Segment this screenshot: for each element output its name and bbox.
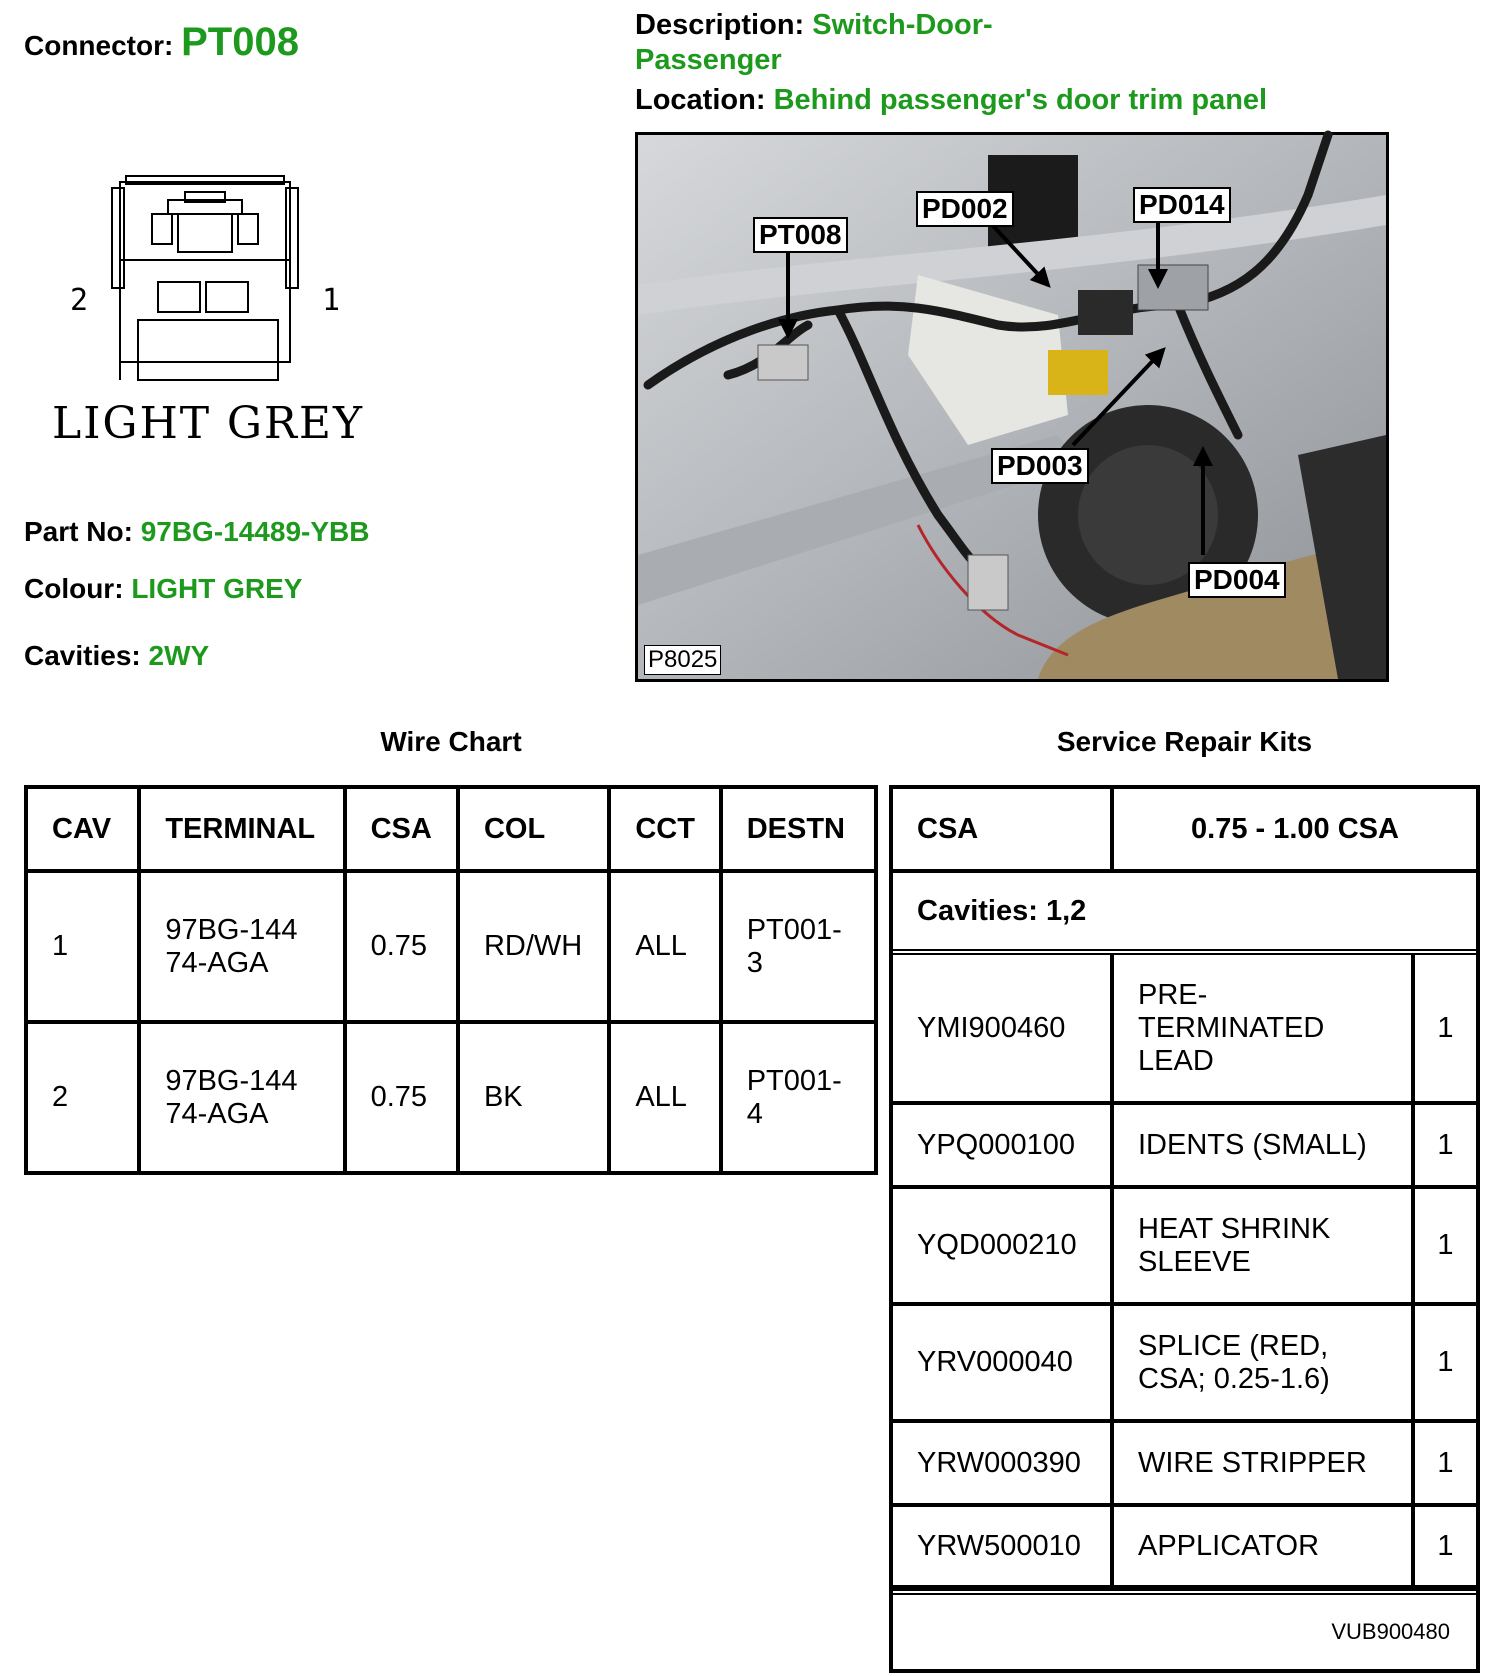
connector-face-drawing — [52, 170, 390, 470]
list-item — [893, 955, 1476, 1105]
kit-code: YPQ000100 — [893, 1105, 1114, 1185]
kit-qty: 1 — [1437, 1229, 1454, 1261]
colour-label: Colour: — [24, 573, 124, 604]
cell-csa: 0.75 — [345, 1022, 458, 1173]
photo-callout-pd014: PD014 — [1133, 187, 1231, 223]
cell-csa: 0.75 — [345, 871, 458, 1022]
pin-1-label: 1 — [322, 283, 341, 318]
header-csa-label: CSA — [893, 789, 1114, 869]
kit-desc: APPLICATOR — [1114, 1507, 1415, 1585]
kit-qty: 1 — [1437, 1011, 1454, 1044]
kit-desc: WIRE STRIPPER — [1114, 1423, 1415, 1503]
photo-callout-pd003: PD003 — [991, 448, 1089, 484]
list-item — [893, 1105, 1476, 1189]
photo-callout-pd004: PD004 — [1188, 562, 1286, 598]
location-label: Location: — [635, 84, 766, 116]
photo-callout-pt008: PT008 — [753, 217, 848, 253]
kit-desc: PRE-TERMINATED LEAD — [1114, 955, 1415, 1101]
header-csa-range: 0.75 - 1.00 CSA — [1191, 812, 1399, 845]
part-number-label: Part No: — [24, 516, 133, 547]
header-destn: DESTN — [721, 787, 876, 871]
header-csa: CSA — [345, 787, 458, 871]
kit-code-footer: VUB900480 — [893, 1589, 1476, 1669]
connector-colour-caption: LIGHT GREY — [52, 398, 362, 449]
kit-code: YRW000390 — [893, 1423, 1114, 1503]
location — [635, 84, 1267, 117]
location-value: Behind passenger's door trim panel — [773, 84, 1268, 116]
list-item — [893, 1423, 1476, 1507]
cell-col: BK — [458, 1022, 609, 1173]
repair-kits-cavities: Cavities: 1,2 — [893, 873, 1476, 955]
wire-chart-table — [24, 785, 878, 1175]
kit-code: YRW500010 — [893, 1507, 1114, 1585]
kit-code: YRV000040 — [893, 1306, 1114, 1419]
cell-destn: PT001-3 — [721, 871, 876, 1022]
list-item — [893, 1189, 1476, 1306]
cell-cct: ALL — [609, 1022, 720, 1173]
list-item — [893, 1306, 1476, 1423]
connector-value: PT008 — [181, 20, 299, 64]
kit-qty: 1 — [1437, 1128, 1454, 1161]
photo-code: P8025 — [644, 645, 721, 675]
list-item — [893, 1507, 1476, 1589]
pin-2-label: 2 — [70, 283, 89, 318]
kit-qty: 1 — [1437, 1446, 1454, 1479]
cell-cav: 2 — [26, 1022, 139, 1173]
cell-cct: ALL — [609, 871, 720, 1022]
photo-callout-pd002: PD002 — [916, 191, 1014, 227]
description-value: Switch-Door-Passenger — [635, 9, 993, 76]
cavities — [24, 640, 209, 672]
cavities-label: Cavities: — [24, 640, 141, 671]
connector-heading — [24, 20, 299, 65]
part-number-value: 97BG-14489-YBB — [140, 516, 370, 547]
kit-desc: IDENTS (SMALL) — [1114, 1105, 1415, 1185]
kit-qty: 1 — [1437, 1346, 1454, 1378]
repair-kits-title: Service Repair Kits — [1056, 726, 1313, 757]
connector-label: Connector: — [24, 30, 174, 61]
repair-kits-table — [889, 785, 1480, 1673]
kit-code: YMI900460 — [893, 955, 1114, 1101]
cell-destn: PT001-4 — [721, 1022, 876, 1173]
location-photo — [635, 132, 1389, 682]
cell-terminal: 97BG-14474-AGA — [139, 871, 344, 1022]
colour — [24, 573, 302, 605]
kit-code: YQD000210 — [893, 1189, 1114, 1302]
wire-chart-title: Wire Chart — [380, 726, 522, 757]
cavities-value: 2WY — [148, 640, 210, 671]
kit-desc: HEAT SHRINK SLEEVE — [1114, 1189, 1415, 1302]
kit-desc: SPLICE (RED, CSA; 0.25-1.6) — [1114, 1306, 1415, 1419]
header-col: COL — [458, 787, 609, 871]
table-row — [26, 1022, 876, 1173]
repair-kits-header-row — [893, 789, 1476, 873]
table-row — [26, 871, 876, 1022]
description-label: Description: — [635, 9, 805, 41]
kit-qty: 1 — [1437, 1529, 1454, 1562]
header-terminal: TERMINAL — [139, 787, 344, 871]
wire-chart-header-row — [26, 787, 876, 871]
part-number — [24, 516, 369, 548]
description — [635, 8, 1035, 78]
header-cct: CCT — [609, 787, 720, 871]
cell-col: RD/WH — [458, 871, 609, 1022]
cell-cav: 1 — [26, 871, 139, 1022]
cell-terminal: 97BG-14474-AGA — [139, 1022, 344, 1173]
colour-value: LIGHT GREY — [131, 573, 303, 604]
header-cav: CAV — [26, 787, 139, 871]
